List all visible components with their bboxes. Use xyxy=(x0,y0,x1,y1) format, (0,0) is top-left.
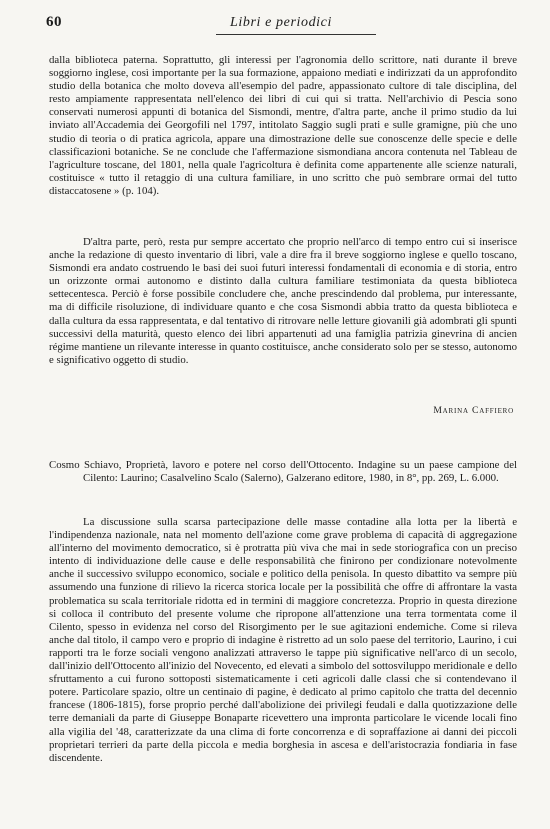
paragraph-text: D'altra parte, però, resta pur sempre accertato che proprio nell'arco di tempo entro cui si inserisce anche la redazione di questo inventario di libri, vale a dire fra il breve soggiorno inglese e quello toscano, Sismondi era andato costruendo le basi dei suoi futuri interessi fondamentali di economia e di storia, entro un orizzonte ormai autonomo e distinto dalla cultura familiare testimoniata da questa biblioteca settecentesca. Perciò è forse possibile concludere che, anche prescindendo dal problema, pur interessante, ma di difficile risoluzione, di individuare quanto e che cosa Sismondi abbia tratto da questa biblioteca e dalla cultura da essa rappresentata, e dal tentativo di ritrovare nelle letture giovanili già adombrati gli spunti successivi della maturità, questo elenco dei libri appartenuti ad una famiglia patrizia ginevrina di ancien régime mantiene un rilevante interesse in quanto costituisce, anche considerato solo per se stesso, autonomo e significativo oggetto di studio. xyxy=(49,236,517,366)
paragraph-text: dalla biblioteca paterna. Soprattutto, gli interessi per l'agronomia dello scrittore, nati durante il breve soggiorno inglese, così importante per la sua formazione, appaiono mediati e indirizzati da un approfondito studio della botanica che molto doveva all'esempio del padre, appassionato cultore di tale disciplina, del resto ampiamente rappresentata nell'elenco dei libri di cui qui si tratta. Nell'archivio di Pescia sono conservati numerosi appunti di botanica del Sismondi, mentre, d'altra parte, anche il primo studio da lui inviato all'Accademia dei Georgofili nel 1797, intitolato Saggio sugli prati e sulle gramigne, più che uno studio di teoria o di pratica agricola, appare una dimostrazione delle sue conoscenze delle specie e delle classificazioni botaniche. Se ne conclude che l'affermazione sismondiana ancora contenuta nel Tableau de l'agriculture toscane, del 1801, nella quale l'agricoltura è definita come appartenente alle scienze naturali, costituisce « tutto il retaggio di una cultura familiare, in uno scritto che può sembrare ormai del tutto distaccatosene » (p. 104). xyxy=(49,54,517,197)
page-number: 60 xyxy=(46,14,62,30)
bibliographic-citation xyxy=(49,459,517,485)
running-title: Libri e periodici xyxy=(230,15,332,30)
header-rule xyxy=(216,34,376,35)
review1-paragraph-2 xyxy=(49,236,517,367)
citation-text: Cosmo Schiavo, Proprietà, lavoro e potere nel corso dell'Ottocento. Indagine su un paese campione del Cilento: Laurino; Casalvelino Scalo (Salerno), Galzerano editore, 1980, in 8°, pp. 269, L. 6.000. xyxy=(49,459,517,485)
review-signature: Marina Caffiero xyxy=(433,405,514,416)
page-header xyxy=(46,14,516,36)
paragraph-text: La discussione sulla scarsa partecipazione delle masse contadine alla lotta per la libertà e l'indipendenza nazionale, nata nel momento dell'azione come grave problema di capacità di aggregazione all'interno del movimento democratico, si è protratta più viva che mai in sede storiografica con un preciso intento di individuazione delle cause e delle responsabilità che finirono per condizionare notevolmente anche il successivo sviluppo economico, sociale e politico della penisola. In questo dibattito va sempre più assumendo una funzione di rilievo la ricerca storica locale per la possibilità che offre di affrontare la vasta problematica su scala territoriale ridotta ed in termini di maggiore concretezza. Proprio in questa direzione si colloca il contributo del presente volume che ripropone all'attenzione una terra tormentata come il Cilento, spesso in evidenza nel corso del Risorgimento per le sue agitazioni endemiche. Come si rileva anche dal titolo, il campo vero e proprio di indagine è ristretto ad un solo paese del territorio, Laurino, i cui rapporti tra le forze sociali vengono analizzati attraverso le tappe più significative nell'arco di un secolo, dall'inizio dell'Ottocento all'inizio del Novecento, ed elevati a simbolo del sottosviluppo meridionale e dello sfruttamento a cui furono sottoposti sistematicamente i ceti agricoli dalle classi che si contendevano il potere. Particolare spazio, oltre un centinaio di pagine, è dedicato al primo capitolo che tratta del decennio francese (1806-1815), forse proprio perché dall'abolizione dei privilegi feudali e dalla quotizzazione delle terre demaniali da parte di Giuseppe Bonaparte ricevettero una impronta particolare le vicende locali fino alla vigilia del '48, caratterizzate da una clima di forte concorrenza e di sopraffazione ai danni dei piccoli proprietari terrieri da parte della piccola e media borghesia in ascesa e dell'aristocrazia fondiaria in fase discendente. xyxy=(49,516,517,764)
review2-paragraph xyxy=(49,516,517,765)
review1-paragraph-1 xyxy=(49,54,517,198)
